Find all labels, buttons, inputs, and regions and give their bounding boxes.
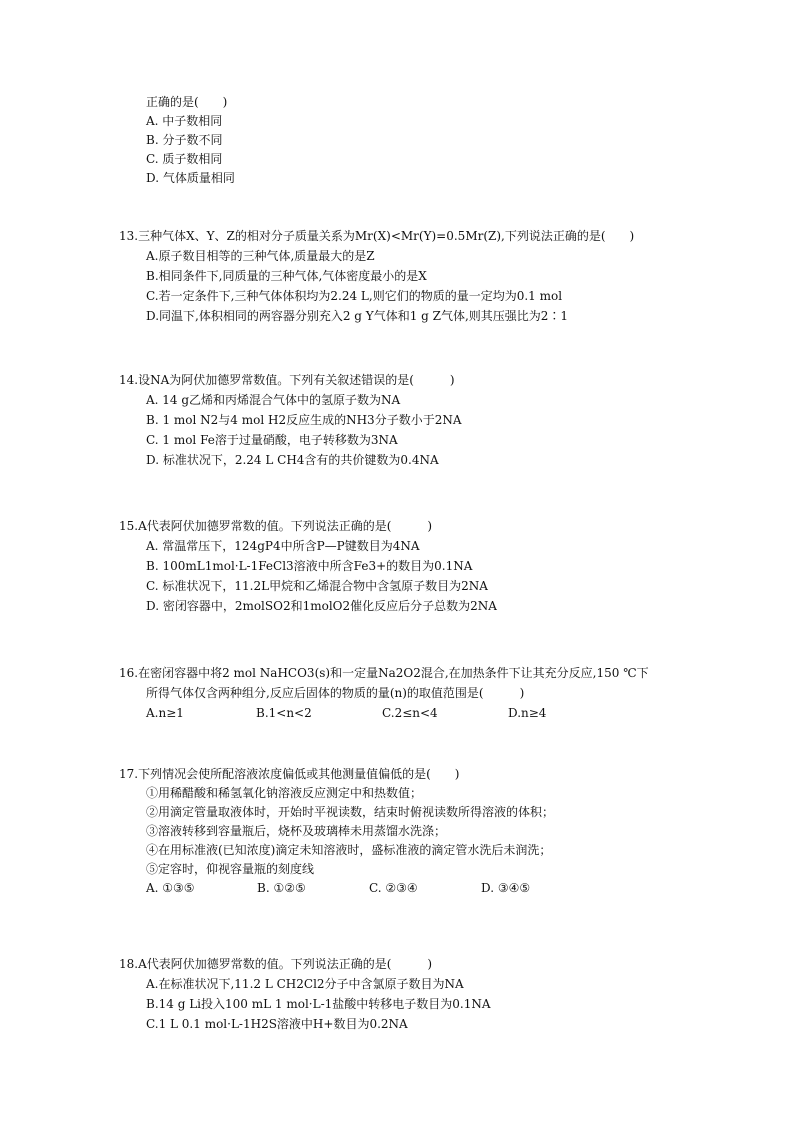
statement-5: ⑤定容时，仰视容量瓶的刻度线 bbox=[146, 862, 315, 876]
option-c: C. 1 mol Fe溶于过量硝酸，电子转移数为3NA bbox=[146, 433, 398, 447]
option-c: C.1 L 0.1 mol·L-1H2S溶液中H+数目为0.2NA bbox=[146, 1017, 408, 1031]
question-13 bbox=[119, 226, 759, 326]
statement-4: ④在用标准液(已知浓度)滴定未知溶液时，盛标准液的滴定管水洗后未润洗； bbox=[146, 843, 552, 857]
option-b: B. 分子数不同 bbox=[146, 133, 223, 147]
question-stem-line-1: 16.在密闭容器中将2 mol NaHCO3(s)和一定量Na2O2混合,在加热条件下让其充分反应,150 ℃下 bbox=[119, 666, 649, 680]
question-17 bbox=[119, 765, 759, 898]
option-c: C. ②③④ bbox=[369, 881, 418, 895]
option-a: A.原子数目相等的三种气体,质量最大的是Z bbox=[146, 249, 375, 263]
options-row bbox=[119, 879, 759, 898]
option-b: B.相同条件下,同质量的三种气体,气体密度最小的是X bbox=[146, 269, 427, 283]
question-14 bbox=[119, 370, 759, 470]
option-d: D. ③④⑤ bbox=[481, 881, 531, 895]
option-c: C. 质子数相同 bbox=[146, 152, 223, 166]
statement-1: ①用稀醋酸和稀氢氧化钠溶液反应测定中和热数值； bbox=[146, 786, 423, 800]
question-stem: 14.设NA为阿伏加德罗常数值。下列有关叙述错误的是( ) bbox=[119, 373, 455, 387]
options-row bbox=[119, 703, 759, 723]
question-stem: 17.下列情况会使所配溶液浓度偏低或其他测量值偏低的是( ) bbox=[119, 767, 460, 781]
option-b: B. 1 mol N2与4 mol H2反应生成的NH3分子数小于2NA bbox=[146, 413, 462, 427]
option-d: D. 气体质量相同 bbox=[146, 171, 235, 185]
option-c: C.2≤n<4 bbox=[382, 706, 438, 720]
statement-3: ③溶液转移到容量瓶后，烧杯及玻璃棒未用蒸馏水洗涤； bbox=[146, 824, 447, 838]
option-c: C. 标准状况下，11.2L甲烷和乙烯混合物中含氢原子数目为2NA bbox=[146, 579, 488, 593]
option-c: C.若一定条件下,三种气体体积均为2.24 L,则它们的物质的量一定均为0.1 mol bbox=[146, 289, 563, 303]
question-stem: 15.A代表阿伏加德罗常数的值。下列说法正确的是( ) bbox=[119, 519, 433, 533]
option-d: D.n≥4 bbox=[508, 706, 547, 720]
option-a: A.n≥1 bbox=[146, 706, 184, 720]
option-a: A. 14 g乙烯和丙烯混合气体中的氢原子数为NA bbox=[146, 393, 401, 407]
option-b: B. 100mL1mol·L-1FeCl3溶液中所含Fe3+的数目为0.1NA bbox=[146, 559, 473, 573]
question-stem-line-2: 所得气体仅含两种组分,反应后固体的物质的量(n)的取值范围是( ) bbox=[146, 686, 525, 700]
option-a: A. ①③⑤ bbox=[146, 881, 195, 895]
option-a: A.在标准状况下,11.2 L CH2Cl2分子中含氯原子数目为NA bbox=[146, 977, 464, 991]
question-stem: 正确的是( ) bbox=[146, 95, 228, 109]
option-b: B.1<n<2 bbox=[256, 706, 312, 720]
option-b: B.14 g Li投入100 mL 1 mol·L-1盐酸中转移电子数目为0.1NA bbox=[146, 997, 491, 1011]
option-b: B. ①②⑤ bbox=[257, 881, 306, 895]
option-a: A. 中子数相同 bbox=[146, 114, 223, 128]
question-18 bbox=[119, 954, 759, 1034]
question-stem: 18.A代表阿伏加德罗常数的值。下列说法正确的是( ) bbox=[119, 957, 433, 971]
question-stem: 13.三种气体X、Y、Z的相对分子质量关系为Mr(X)<Mr(Y)=0.5Mr(Z),下列说法正确的是( ) bbox=[119, 229, 635, 243]
question-16 bbox=[119, 663, 759, 723]
question-12 bbox=[119, 93, 759, 188]
option-d: D. 标准状况下，2.24 L CH4含有的共价键数为0.4NA bbox=[146, 453, 439, 467]
statement-2: ②用滴定管量取液体时，开始时平视读数，结束时俯视读数所得溶液的体积； bbox=[146, 805, 555, 819]
question-15 bbox=[119, 516, 759, 616]
option-a: A. 常温常压下，124gP4中所含P—P键数目为4NA bbox=[146, 539, 420, 553]
option-d: D.同温下,体积相同的两容器分别充入2 g Y气体和1 g Z气体,则其压强比为2∶1 bbox=[146, 309, 569, 323]
option-d: D. 密闭容器中，2molSO2和1molO2催化反应后分子总数为2NA bbox=[146, 599, 497, 613]
